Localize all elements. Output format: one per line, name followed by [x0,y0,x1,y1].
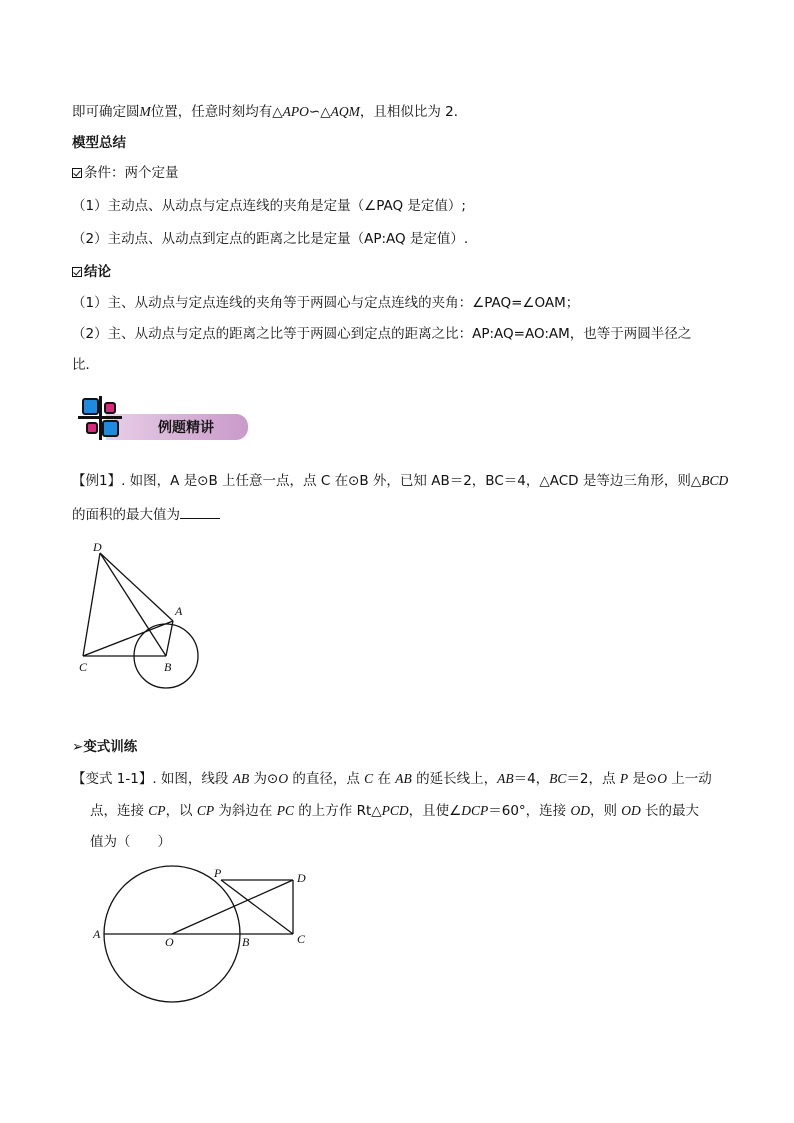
intro-text-2: 位置，任意时刻均有△ [150,104,283,120]
var-pc: PC [276,803,294,818]
var-ab: AB [395,771,412,786]
var-ab: AB [497,771,514,786]
answer-blank[interactable] [180,504,220,519]
variant-line3: 值为（ ） [90,834,171,850]
label-o: O [165,935,174,949]
text: ，且使∠ [408,803,462,819]
text: 为斜边在 [214,803,277,819]
variant-line1 [72,769,712,789]
var-apo: APO [282,104,309,119]
conclusion-item: 比． [72,357,99,373]
var-pcd: PCD [381,803,409,818]
intro-line [72,102,467,122]
text: 点，连接 [90,803,149,819]
example1-text: 【例1】. 如图，A 是⊙B 上任意一点，点 C 在⊙B 外，已知 AB＝2，BC＝4，△ACD 是等边三角形，则△ [72,473,702,489]
blue-square-icon [102,420,119,437]
label-d: D [297,871,306,885]
checkbox-icon [72,267,82,277]
text: 的直径，点 [288,771,365,787]
var-bcd: BCD [701,473,729,488]
text: 是⊙ [628,771,658,787]
text: 长的最大 [640,803,700,819]
segment-ab [166,621,173,656]
text: ，则 [589,803,622,819]
conclusion-title-text: 结论 [84,264,111,280]
segment-dc [83,553,100,656]
var-ab: AB [232,771,250,786]
condition-item: （2）主动点、从动点到定点的距离之比是定量（AP:AQ 是定值）. [72,231,469,247]
var-o: O [657,771,667,786]
var-o: O [278,771,289,786]
text: 的上方作 Rt△ [293,803,382,819]
text: 上一动 [666,771,712,787]
text: ＝2，点 [566,771,620,787]
text: ＝60°，连接 [488,803,571,819]
pink-square-icon [86,422,98,434]
label-c: C [297,932,306,946]
variant-line2 [90,801,699,821]
banner-label: 例题精讲 [158,420,214,436]
variant-heading-text: 变式训练 [83,739,138,755]
text: ＝4， [513,771,550,787]
var-cp: CP [196,803,215,818]
arrow-right-icon: ➢ [72,739,84,755]
variant-heading [72,737,137,757]
condition-title [72,163,179,183]
var-od: OD [570,803,590,818]
figure-variant [90,855,320,1025]
checkbox-icon [72,168,82,178]
var-dcp: DCP [461,803,489,818]
section-banner [78,396,248,448]
label-b: B [242,935,250,949]
label-a: A [93,927,101,941]
segment-ca [83,621,173,656]
text: 为⊙ [249,771,279,787]
label-a: A [175,604,183,618]
text: 的延长线上， [411,771,498,787]
example1-text: 的面积的最大值为 [72,507,180,523]
pink-square-icon [104,402,116,414]
var-c: C [364,771,374,786]
intro-text-1: 即可确定圆 [72,104,140,120]
label-p: P [214,866,222,880]
label-d: D [93,540,102,554]
conclusion-item: （2）主、从动点与定点的距离之比等于两圆心到定点的距离之比：AP:AQ=AO:AM，也等于两圆半径之 [72,326,692,342]
var-aqm: AQM [330,104,360,119]
var-cp: CP [148,803,166,818]
condition-title-text: 条件：两个定量 [84,165,179,181]
example1-line1 [72,471,728,491]
example1-line2 [72,504,220,525]
conclusion-title [72,262,111,282]
summary-heading: 模型总结 [72,135,126,151]
blue-square-icon [82,398,99,415]
conclusion-item: （1）主、从动点与定点连线的夹角等于两圆心与定点连线的夹角：∠PAQ=∠OAM； [72,295,580,311]
figure-example1 [70,535,210,695]
var-p: P [619,771,629,786]
var-od: OD [621,803,641,818]
var-bc: BC [549,771,567,786]
label-b: B [164,660,172,674]
condition-item: （1）主动点、从动点与定点连线的夹角是定量（∠PAQ 是定值）; [72,198,466,214]
text: 在 [373,771,396,787]
text: ，以 [165,803,197,819]
intro-text-3: ，且相似比为 2． [359,104,468,120]
text: 【变式 1-1】. 如图，线段 [72,771,233,787]
label-c: C [79,660,88,674]
similar-symbol: ∽△ [308,104,331,120]
var-m: M [139,104,151,119]
